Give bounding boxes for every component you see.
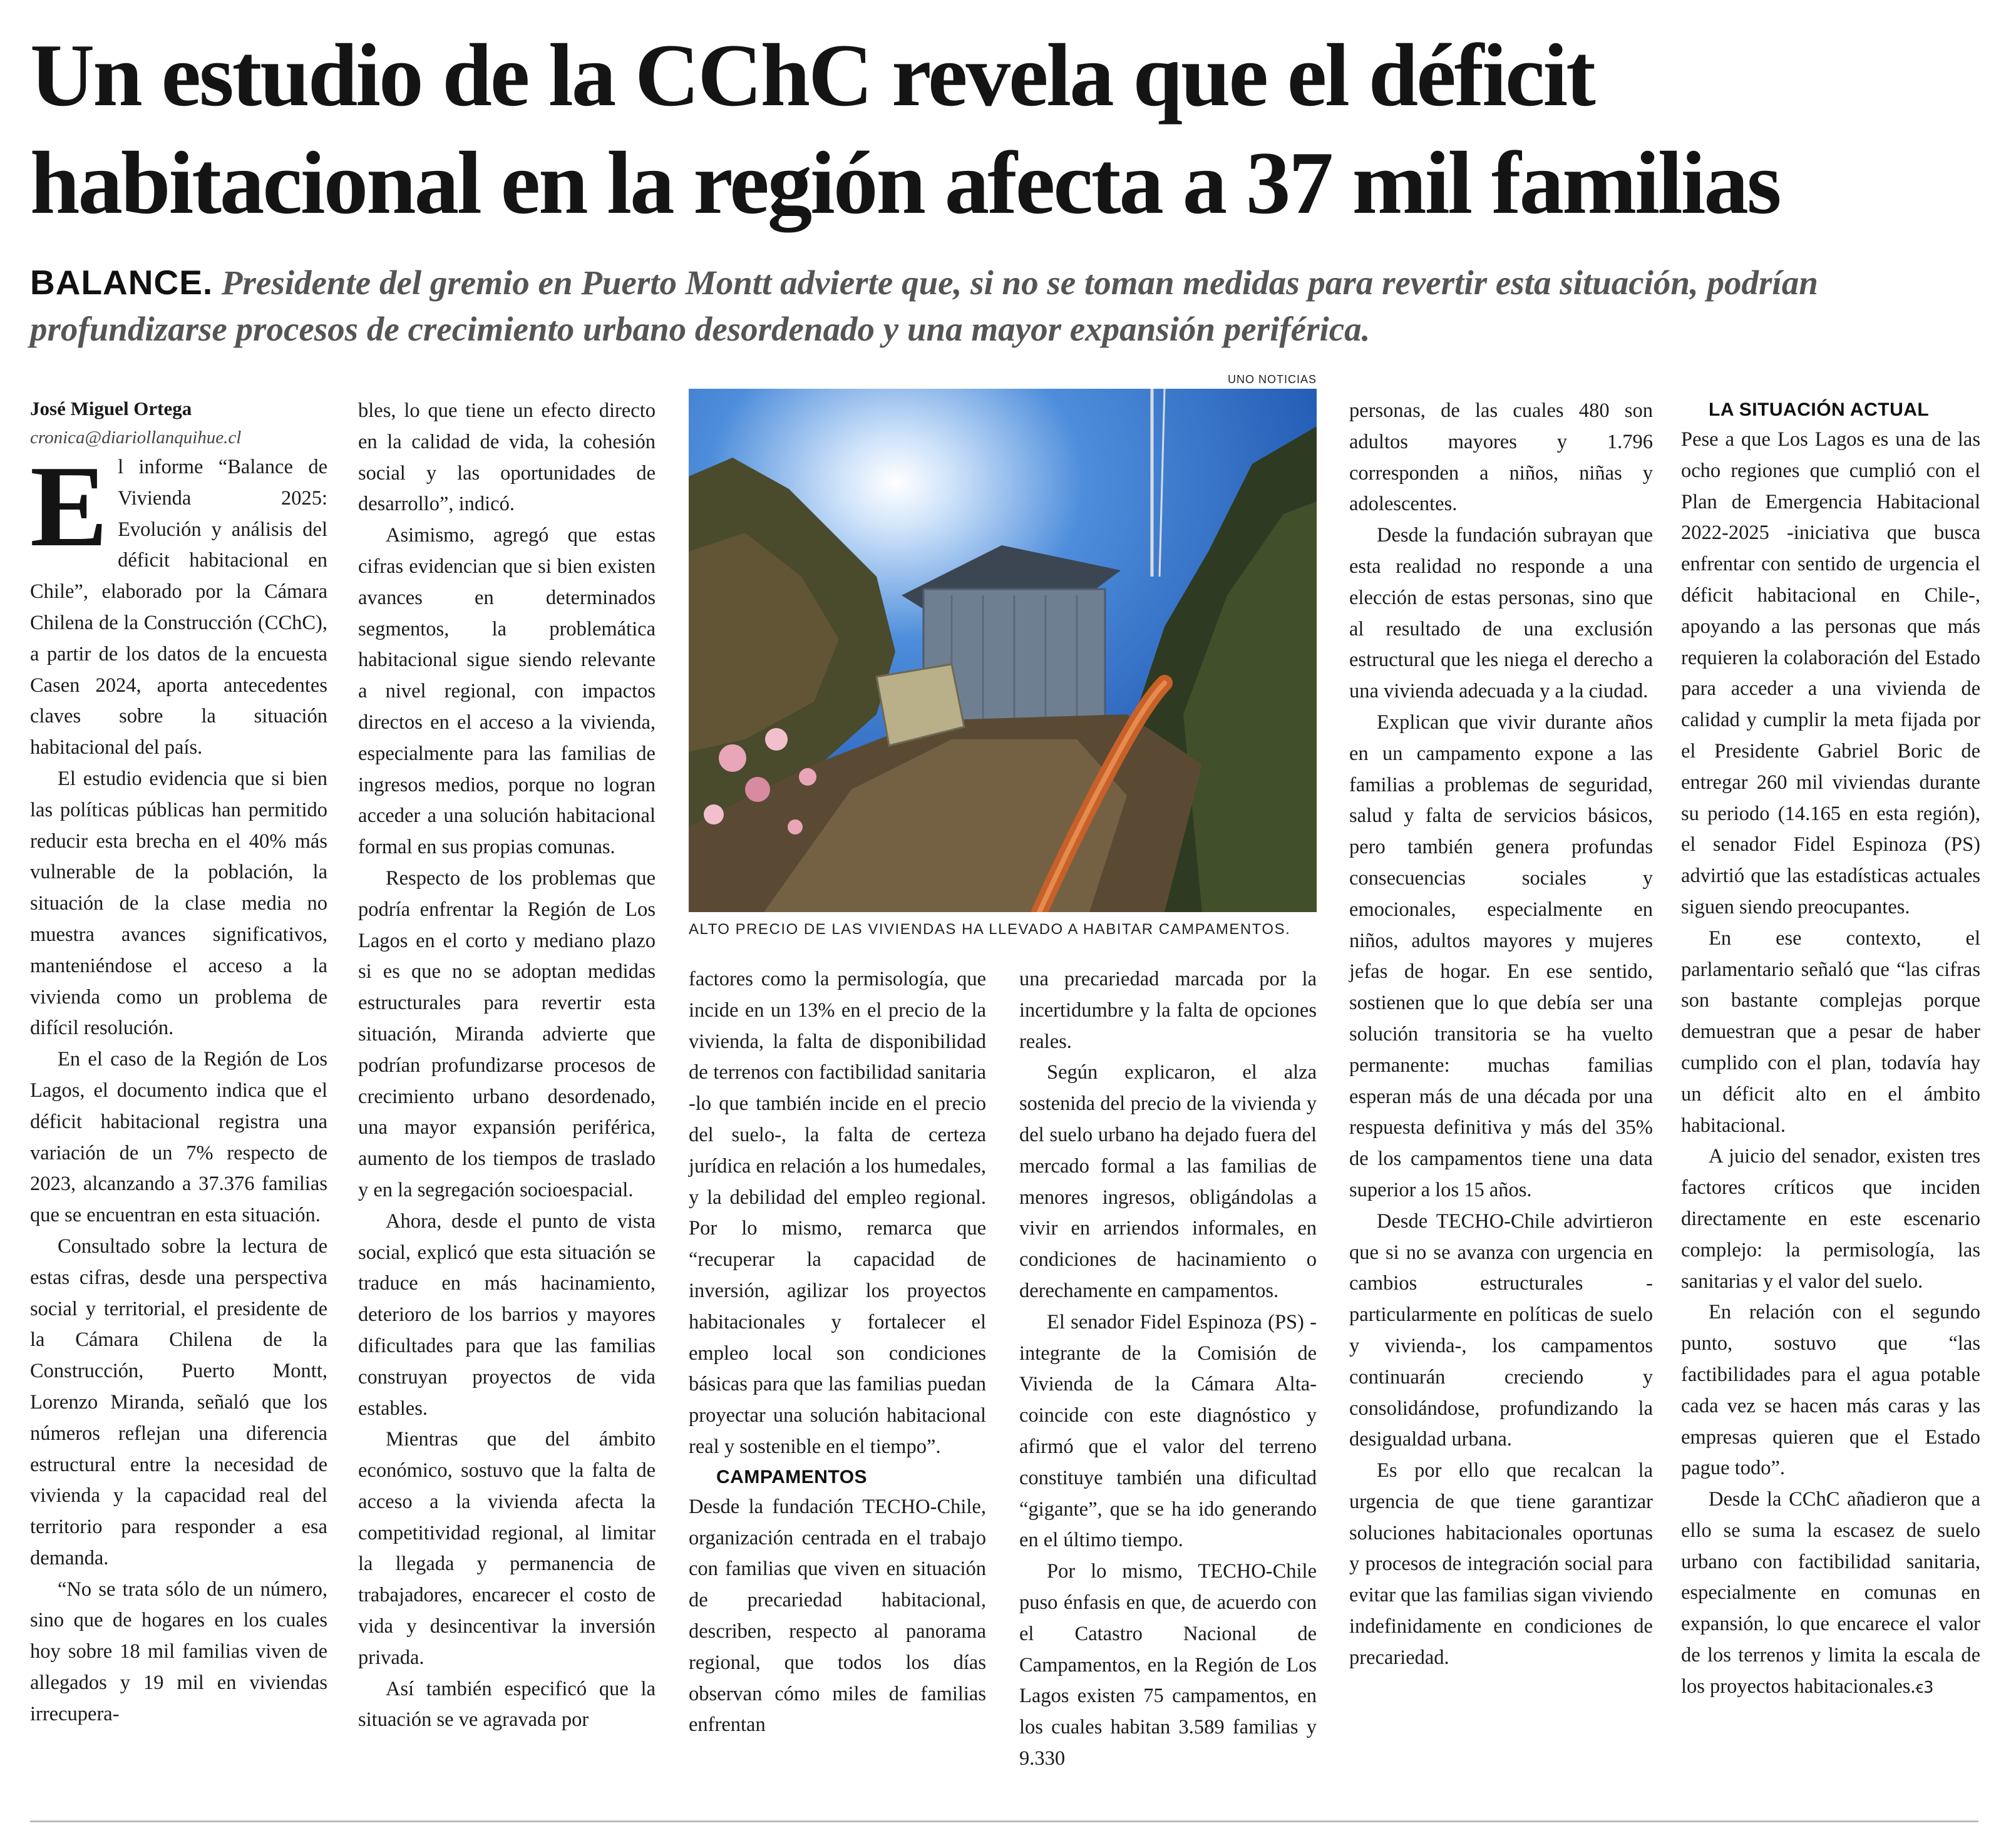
author-name: José Miguel Ortega bbox=[30, 398, 192, 419]
paragraph: bles, lo que tiene un efecto directo en la calidad de vida, la cohesión social y las oportunidades de desarrollo”, indicó. bbox=[358, 399, 656, 516]
headline: Un estudio de la CChC revela que el déficit habitacional en la región afecta a 37 mil familias bbox=[30, 26, 1780, 232]
paragraph: En ese contexto, el parlamentario señaló que “las cifras son bastante complejas porque demuestran que a pesar de haber cumplido con el plan, todavía hay un déficit alto en el ámbito habitacional. bbox=[1681, 927, 1980, 1137]
paragraph: “No se trata sólo de un número, sino que de hogares en los cuales hoy sobre 18 mil familias viven de allegados y 19 mil en viviendas irrecupera- bbox=[30, 1578, 327, 1725]
paragraph: Así también especificó que la situación se ve agravada por bbox=[358, 1677, 656, 1732]
paragraph: Consultado sobre la lectura de estas cifras, desde una perspectiva social y territorial, el presidente de la Cámara Chilena de la Construcción, Puerto Montt, Lorenzo Miranda, señaló que los números reflejan una diferencia estructural entre la necesidad de vivienda y la capacidad real del territorio para responder a esa demanda. bbox=[30, 1235, 327, 1569]
paragraph: Desde TECHO-Chile advirtieron que si no se avanza con urgencia en cambios estructurales -particularmente en políticas de suelo y vivienda-, los campamentos continuarán creciendo y consolidándose, profundizando la desigualdad urbana. bbox=[1349, 1209, 1653, 1451]
paragraph: El informe “Balance de Vivienda 2025: Evolución y análisis del déficit habitacional en Chile”, elaborado por la Cámara Chilena de la Construcción (CChC), a partir de los datos de la encuesta Casen 2024, aporta antecedentes claves sobre la situación habitacional del país. bbox=[30, 442, 327, 759]
paragraph: A juicio del senador, existen tres factores críticos que inciden directamente en este escenario complejo: la permisología, las sanitarias y el valor del suelo. bbox=[1681, 1145, 1980, 1293]
paragraph: Por lo mismo, TECHO-Chile puso énfasis en que, de acuerdo con el Catastro Nacional de Campamentos, en la Región de Los Lagos existen 75 campamentos, en los cuales habitan 3.589 familias y 9.330 bbox=[1019, 1560, 1317, 1770]
paragraph: factores como la permisología, que incide en un 13% en el precio de la vivienda, la falta de disponibilidad de terrenos con factibilidad sanitaria -lo que también incide en el precio del suelo-, la falta de certeza jurídica en relación a los humedales, y la debilidad del empleo regional. Por lo mismo, remarca que “recuperar la capacidad de inversión, agilizar los proyectos habitacionales y fortalecer el empleo local son condiciones básicas para que las familias puedan proyectar una solución habitacional real y sostenible en el tiempo”. bbox=[689, 968, 986, 1458]
paragraph: Mientras que del ámbito económico, sostuvo que la falta de acceso a la vivienda afecta la competitividad regional, al limitar la llegada y permanencia de trabajadores, encarecer el costo de vida y desincentivar la inversión privada. bbox=[358, 1428, 656, 1669]
photo-campamento bbox=[689, 389, 1317, 912]
deck-kicker: BALANCE. bbox=[30, 263, 213, 302]
paragraph: una precariedad marcada por la incertidumbre y la falta de opciones reales. bbox=[1019, 968, 1317, 1053]
subhead-campamentos: CAMPAMENTOS bbox=[716, 1466, 868, 1487]
column-5 bbox=[1349, 396, 1653, 1674]
photo-credit: UNO NOTICIAS bbox=[1227, 373, 1317, 386]
deck-text: Presidente del gremio en Puerto Montt advierte que, si no se toman medidas para revertir esta situación, podrían profundizarse procesos de crecimiento urbano desordenado y una mayor expansión periférica. bbox=[30, 264, 1818, 348]
column-3 bbox=[689, 964, 986, 1741]
photo-caption: ALTO PRECIO DE LAS VIVIENDAS HA LLEVADO A HABITAR CAMPAMENTOS. bbox=[689, 921, 1291, 938]
paragraph: Desde la CChC añadieron que a ello se suma la escasez de suelo urbano con factibilidad sanitaria, especialmente en comunas en expansión, lo que encarece el valor de los terrenos y limita la escala de los proyectos habitacionales.ꞓ3 bbox=[1681, 1488, 1980, 1698]
paragraph: El estudio evidencia que si bien las políticas públicas han permitido reducir esta brecha en el 40% más vulnerable de la población, la situación de la clase media no muestra avances significativos, manteniéndose el acceso a la vivienda como un problema de difícil resolución. bbox=[30, 767, 327, 1040]
paragraph: El senador Fidel Espinoza (PS) -integrante de la Comisión de Vivienda de la Cámara Alta- coincide con este diagnóstico y afirmó que el valor del terreno constituye también una dificultad “gigante”, que se ha ido generando en el último tiempo. bbox=[1019, 1310, 1317, 1552]
subhead-situacion-actual: LA SITUACIÓN ACTUAL bbox=[1709, 399, 1930, 420]
paragraph: Según explicaron, el alza sostenida del precio de la vivienda y del suelo urbano ha dejado fuera del mercado formal a las familias de menores ingresos, obligándolas a vivir en arriendos informales, en condiciones de hacinamiento o derechamente en campamentos. bbox=[1019, 1061, 1317, 1302]
paragraph: Asimismo, agregó que estas cifras evidencian que si bien existen avances en determinados segmentos, la problemática habitacional sigue siendo relevante a nivel regional, con impactos directos en el acceso a la vivienda, especialmente para las familias de ingresos medios, porque no logran acceder a una solución habitacional formal en sus propias comunas. bbox=[358, 524, 656, 859]
paragraph: En el caso de la Región de Los Lagos, el documento indica que el déficit habitacional registra una variación de un 7% respecto de 2023, alcanzando a 37.376 familias que se encuentran en esta situación. bbox=[30, 1048, 327, 1227]
paragraph: Es por ello que recalcan la urgencia de que tiene garantizar soluciones habitacionales oportunas y procesos de integración social para evitar que las familias sigan viviendo indefinidamente en condiciones de precariedad. bbox=[1349, 1459, 1653, 1669]
end-mark-icon: ꞓ3 bbox=[1915, 1678, 1934, 1697]
column-4 bbox=[1019, 964, 1317, 1775]
paragraph: Explican que vivir durante años en un campamento expone a las familias a problemas de seguridad, salud y falta de servicios básicos, pero también genera profundas consecuencias sociales y emocionales, especialmente en niños, adultos mayores y mujeres jefas de hogar. En ese sentido, sostienen que lo que debía ser una solución transitoria se ha vuelto permanente: muchas familias esperan más de una década por una respuesta definitiva y más del 35% de los campamentos tiene una data superior a los 15 años. bbox=[1349, 711, 1653, 1201]
paragraph: Pese a que Los Lagos es una de las ocho regiones que cumplió con el Plan de Emergencia Habitacional 2022-2025 -iniciativa que busca enfrentar con sentido de urgencia el déficit habitacional en Chile-, apoyando a las personas que más requieren la colaboración del Estado para acceder a una vivienda de calidad y cumplir la meta fijada por el Presidente Gabriel Boric de entregar 260 mil viviendas durante su periodo (14.165 en esta región), el senador Fidel Espinoza (PS) advirtió que las estadísticas actuales siguen siendo preocupantes. bbox=[1681, 428, 1980, 918]
paragraph: Ahora, desde el punto de vista social, explicó que esta situación se traduce en más hacinamiento, deterioro de los barrios y mayores dificultades para que las familias construyan proyectos de vida estables. bbox=[358, 1209, 656, 1420]
paragraph: Desde la fundación TECHO-Chile, organización centrada en el trabajo con familias que viven en situación de precariedad habitacional, describen, respecto al panorama regional, que todos los días observan cómo miles de familias enfrentan bbox=[689, 1495, 986, 1737]
column-6 bbox=[1681, 396, 1980, 1704]
drop-cap: E bbox=[30, 442, 108, 571]
paragraph: En relación con el segundo punto, sostuvo que “las factibilidades para el agua potable cada vez se hacen más caras y las empresas quieren que el Estado pague todo”. bbox=[1681, 1301, 1980, 1480]
column-1 bbox=[30, 394, 327, 1730]
paragraph: Respecto de los problemas que podría enfrentar la Región de Los Lagos en el corto y mediano plazo si es que no se adoptan medidas estructurales para revertir esta situación, Miranda advierte que podrían profundizarse procesos de crecimiento urbano desordenado, una mayor expansión periférica, aumento de los tiempos de traslado y en la segregación socioespacial. bbox=[358, 866, 656, 1201]
paragraph: Desde la fundación subrayan que esta realidad no responde a una elección de estas personas, sino que al resultado de una exclusión estructural que les niega el derecho a una vivienda adecuada y a la ciudad. bbox=[1349, 524, 1653, 703]
bottom-rule bbox=[30, 1820, 1978, 1822]
author-email[interactable]: cronica@diariollanquihue.cl bbox=[30, 428, 242, 448]
photo-block bbox=[689, 373, 1317, 938]
deck bbox=[30, 259, 1983, 352]
column-2 bbox=[358, 396, 656, 1736]
paragraph: personas, de las cuales 480 son adultos mayores y 1.796 corresponden a niños, niñas y adolescentes. bbox=[1349, 399, 1653, 516]
